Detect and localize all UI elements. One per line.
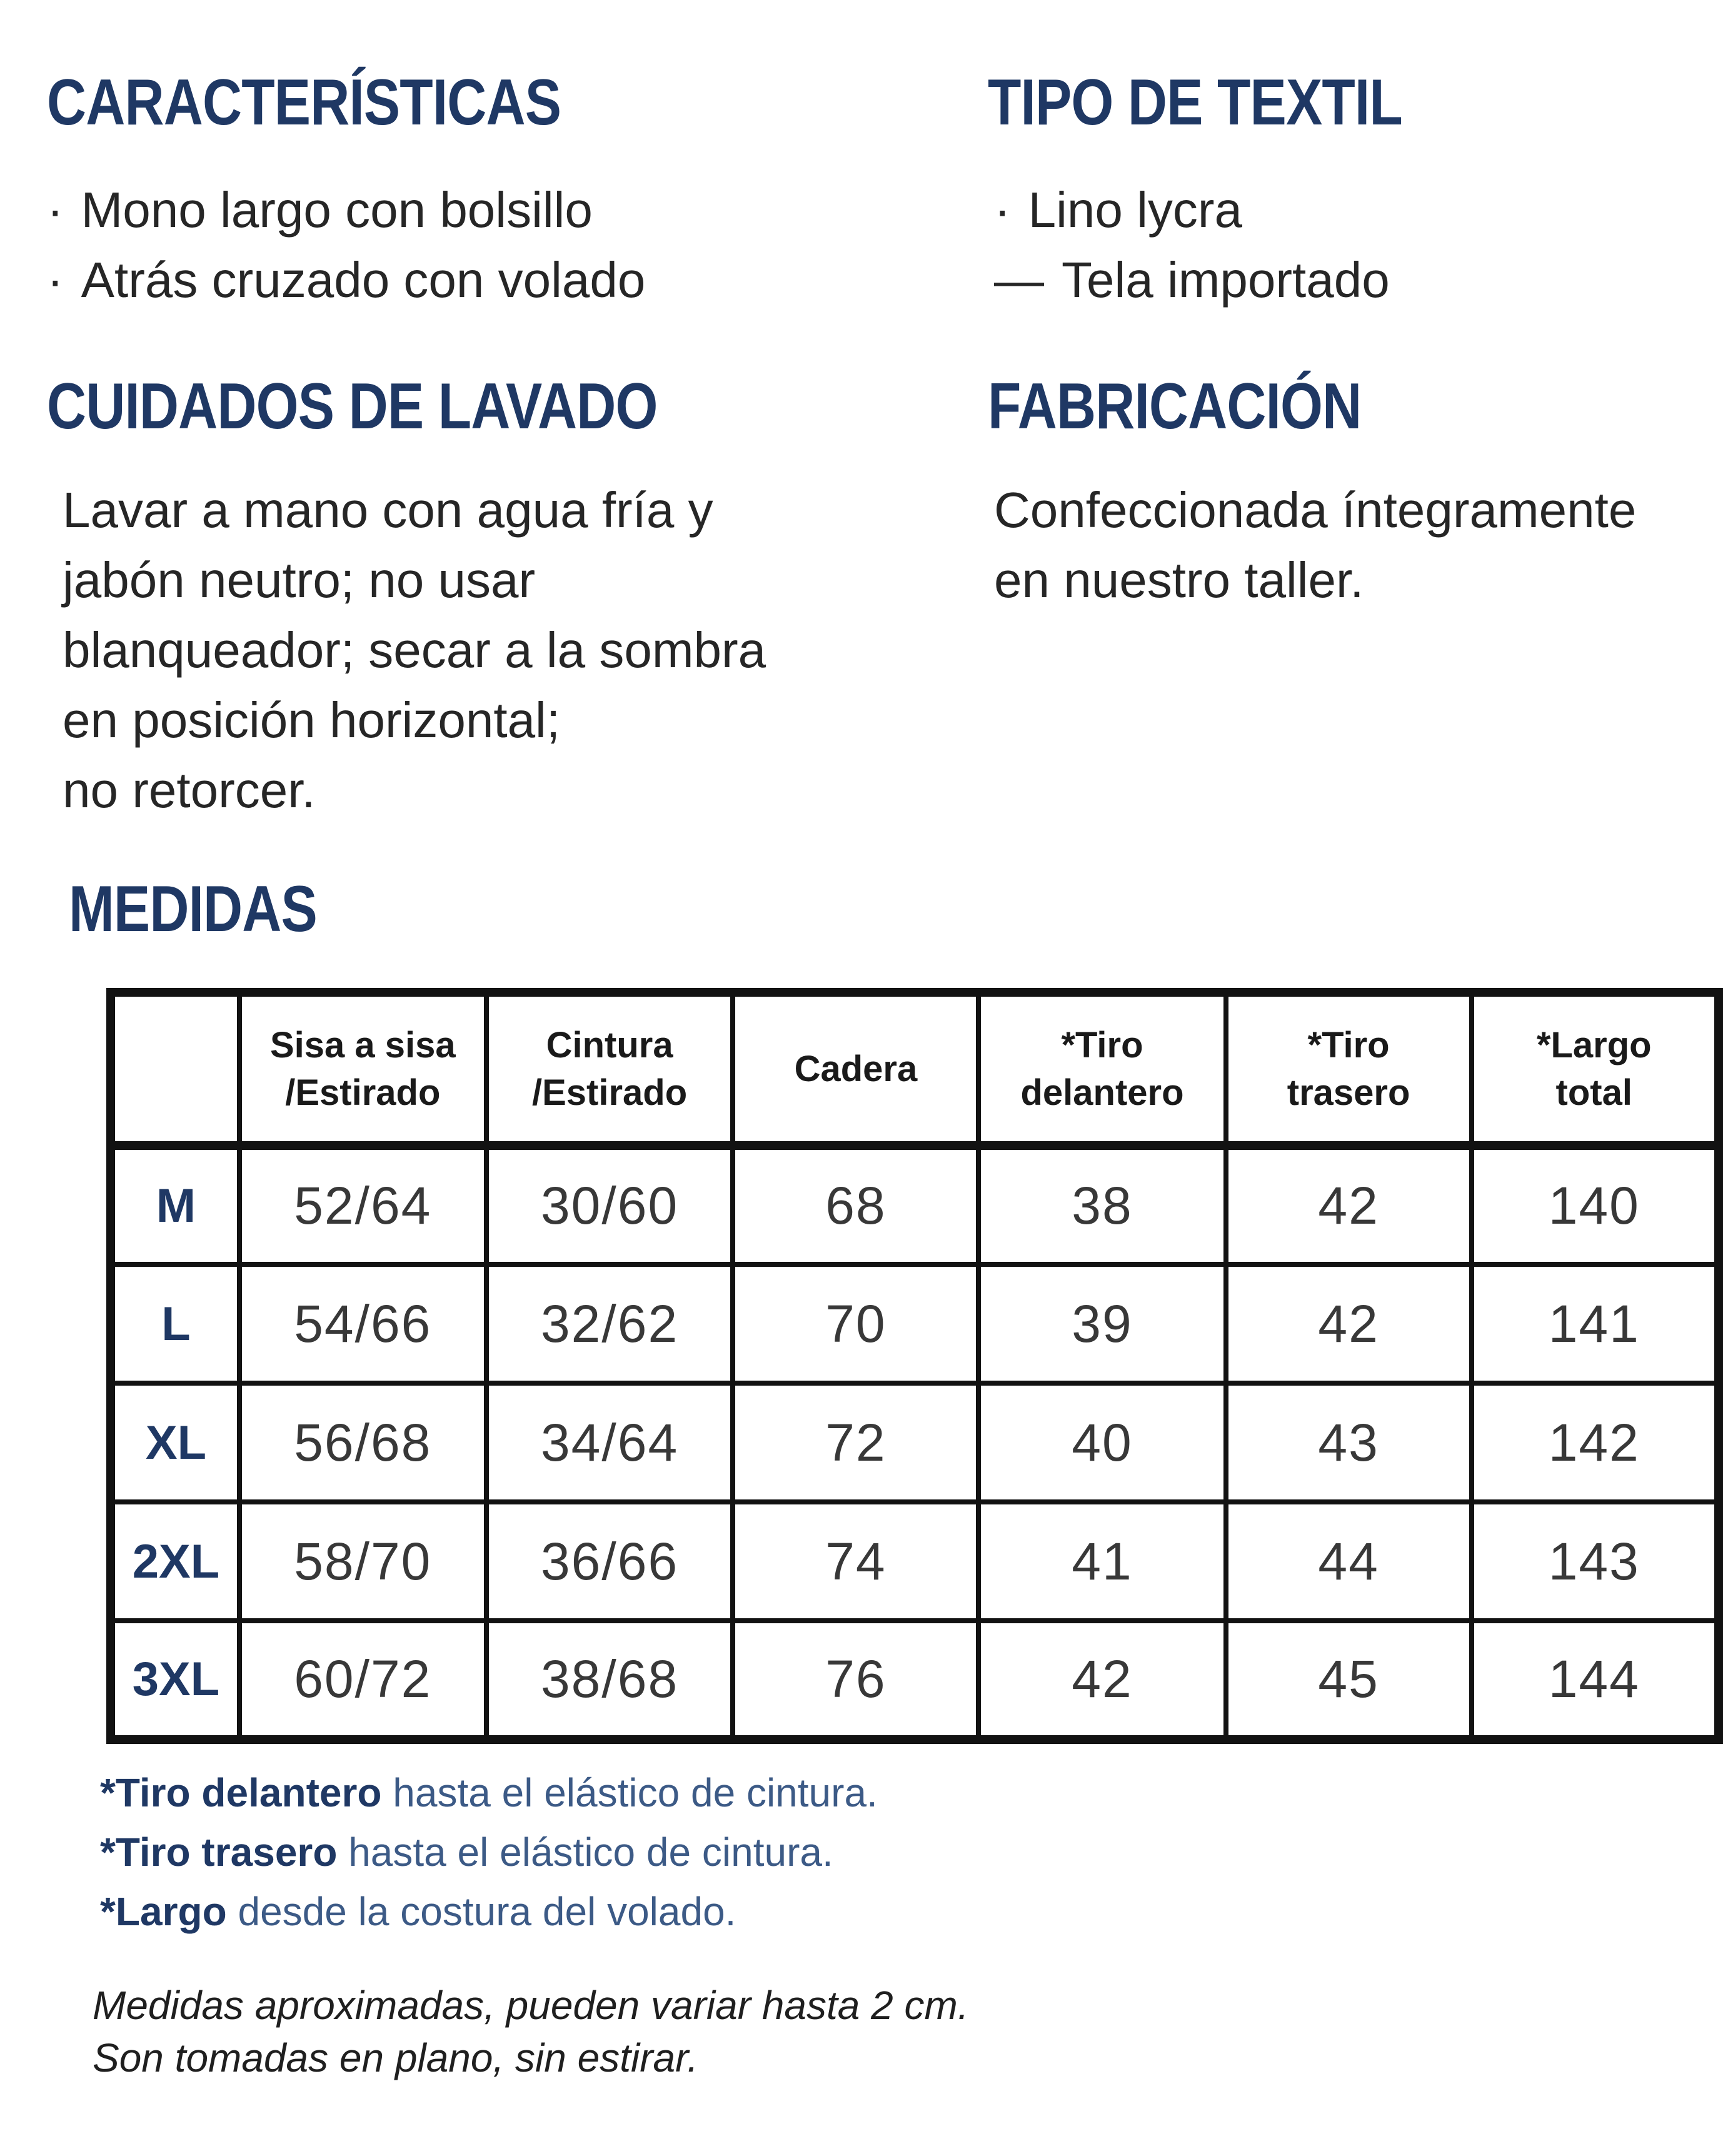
value-cell: 42 [1226, 1146, 1472, 1264]
paragraph-line: en posición horizontal; [63, 692, 561, 748]
size-table [106, 988, 1723, 1744]
value-cell: 36/66 [486, 1502, 733, 1621]
paragraph-line: Confeccionada íntegramente [994, 482, 1637, 538]
value-cell: 44 [1226, 1502, 1472, 1621]
cuidados-lavado-paragraph [63, 475, 766, 825]
value-cell: 74 [733, 1502, 978, 1621]
paragraph-line: blanqueador; secar a la sombra [63, 622, 766, 678]
table-row [111, 1502, 1719, 1621]
value-cell: 60/72 [239, 1621, 486, 1740]
table-header-row [111, 992, 1719, 1146]
size-cell: XL [111, 1383, 239, 1502]
note-line: Son tomadas en plano, sin estirar. [93, 2035, 698, 2080]
value-cell: 58/70 [239, 1502, 486, 1621]
value-cell: 72 [733, 1383, 978, 1502]
list-item [994, 245, 1390, 315]
bullet-dot-icon: · [47, 252, 64, 308]
footnote-line: *Tiro trasero hasta el elástico de cintura. [100, 1830, 833, 1875]
table-row [111, 1264, 1719, 1383]
paragraph-line: jabón neutro; no usar [63, 552, 536, 608]
table-header-cell-empty [111, 992, 239, 1146]
list-item [994, 175, 1390, 245]
list-item-text: Mono largo con bolsillo [81, 182, 593, 238]
table-header-cell-cintura: Cintura /Estirado [486, 992, 733, 1146]
value-cell: 70 [733, 1264, 978, 1383]
value-cell: 40 [978, 1383, 1225, 1502]
fabricacion-paragraph [994, 475, 1636, 615]
cuidados-lavado-title: CUIDADOS DE LAVADO [47, 370, 658, 443]
size-cell: M [111, 1146, 239, 1264]
paragraph-line: en nuestro taller. [994, 552, 1364, 608]
size-cell: L [111, 1264, 239, 1383]
bullet-dot-icon: · [994, 182, 1011, 238]
table-header-cell-largo-total: *Largo total [1472, 992, 1719, 1146]
value-cell: 30/60 [486, 1146, 733, 1264]
value-cell: 56/68 [239, 1383, 486, 1502]
footnote-line: *Tiro delantero hasta el elástico de cintura. [100, 1770, 878, 1815]
size-table-container [106, 988, 1723, 1744]
value-cell: 142 [1472, 1383, 1719, 1502]
value-cell: 38 [978, 1146, 1225, 1264]
value-cell: 143 [1472, 1502, 1719, 1621]
paragraph-line: Lavar a mano con agua fría y [63, 482, 713, 538]
size-cell: 3XL [111, 1621, 239, 1740]
list-item-text: Atrás cruzado con volado [81, 252, 646, 308]
table-row [111, 1621, 1719, 1740]
tipo-textil-list [994, 175, 1390, 315]
bullet-dot-icon: · [47, 182, 64, 238]
measurement-notes [93, 1979, 969, 2084]
value-cell: 41 [978, 1502, 1225, 1621]
list-item [47, 245, 645, 315]
medidas-title: MEDIDAS [69, 873, 317, 945]
tipo-textil-title: TIPO DE TEXTIL [988, 66, 1402, 139]
value-cell: 39 [978, 1264, 1225, 1383]
value-cell: 68 [733, 1146, 978, 1264]
size-cell: 2XL [111, 1502, 239, 1621]
value-cell: 42 [978, 1621, 1225, 1740]
value-cell: 52/64 [239, 1146, 486, 1264]
value-cell: 45 [1226, 1621, 1472, 1740]
value-cell: 38/68 [486, 1621, 733, 1740]
footnotes [100, 1763, 878, 1942]
paragraph-line: no retorcer. [63, 762, 316, 818]
bullet-dash-icon: — [994, 252, 1044, 308]
value-cell: 54/66 [239, 1264, 486, 1383]
list-item-text: Lino lycra [1028, 182, 1243, 238]
value-cell: 76 [733, 1621, 978, 1740]
note-line: Medidas aproximadas, pueden variar hasta 2 cm. [93, 1983, 969, 2028]
caracteristicas-title: CARACTERÍSTICAS [47, 66, 561, 139]
table-header-cell-cadera: Cadera [733, 992, 978, 1146]
footnote-line: *Largo desde la costura del volado. [100, 1889, 736, 1934]
fabricacion-title: FABRICACIÓN [988, 370, 1362, 443]
value-cell: 43 [1226, 1383, 1472, 1502]
value-cell: 144 [1472, 1621, 1719, 1740]
value-cell: 32/62 [486, 1264, 733, 1383]
table-row [111, 1383, 1719, 1502]
value-cell: 34/64 [486, 1383, 733, 1502]
caracteristicas-list [47, 175, 645, 315]
table-header-cell-sisa: Sisa a sisa /Estirado [239, 992, 486, 1146]
table-row [111, 1146, 1719, 1264]
value-cell: 42 [1226, 1264, 1472, 1383]
list-item-text: Tela importado [1062, 252, 1390, 308]
value-cell: 140 [1472, 1146, 1719, 1264]
value-cell: 141 [1472, 1264, 1719, 1383]
list-item [47, 175, 645, 245]
table-header-cell-tiro-trasero: *Tiro trasero [1226, 992, 1472, 1146]
table-header-cell-tiro-delantero: *Tiro delantero [978, 992, 1225, 1146]
